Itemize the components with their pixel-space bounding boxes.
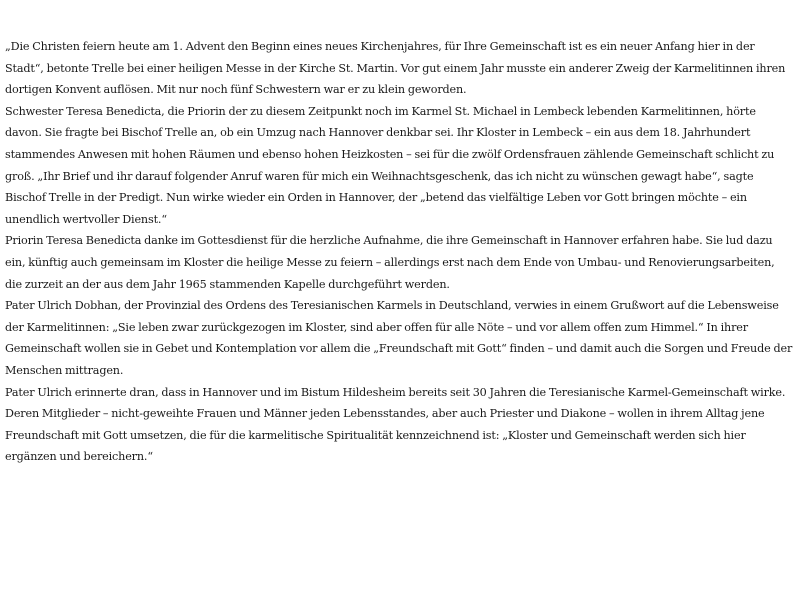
article-paragraph: Priorin Teresa Benedicta danke im Gottesdienst für die herzliche Aufnahme, die ihre Gemeinschaft in Hannover erfahren habe. Sie lud dazu ein, künftig auch gemeinsam im Kloster die heilige Messe zu feiern – allerdings erst nach dem Ende von Umbau- und Renovierungsarbeiten, die zurzeit an der aus dem Jahr 1965 stammenden Kapelle durchgeführt werden. (5, 234, 775, 291)
article-paragraph: Schwester Teresa Benedicta, die Priorin der zu diesem Zeitpunkt noch im Karmel St. Michael in Lembeck lebenden Karmelitinnen, hörte davon. Sie fragte bei Bischof Trelle an, ob ein Umzug nach Hannover denkbar sei. Ihr Kloster in Lembeck – ein aus dem 18. Jahrhundert stammendes Anwesen mit hohen Räumen und ebenso hohen Heizkosten – sei für die zwölf Ordensfrauen zählende Gemeinschaft schlicht zu groß. „Ihr Brief und ihr darauf folgender Anruf waren für mich ein Weihnachtsgeschenk, das ich nicht zu wünschen gewagt habe“, sagte Bischof Trelle in der Predigt. Nun wirke wieder ein Orden in Hannover, der „betend das vielfältige Leben vor Gott bringen möchte – ein unendlich wertvoller Dienst.“ (5, 104, 775, 226)
article-body (5, 36, 794, 468)
article-paragraph: Pater Ulrich erinnerte dran, dass in Hannover und im Bistum Hildesheim bereits seit 30 Jahren die Teresianische Karmel-Gemeinschaft wirke. Deren Mitglieder – nicht-geweihte Frauen und Männer jeden Lebensstandes, aber auch Priester und Diakone – wollen in ihrem Alltag jene Freundschaft mit Gott umsetzen, die für die karmelitische Spiritualität kennzeichnend ist: „Kloster und Gemeinschaft werden sich hier ergänzen und bereichern.“ (5, 385, 786, 464)
article-paragraph: „Die Christen feiern heute am 1. Advent den Beginn eines neues Kirchenjahres, für Ihre Gemeinschaft ist es ein neuer Anfang hier in der Stadt“, betonte Trelle bei einer heiligen Messe in der Kirche St. Martin. Vor gut einem Jahr musste ein anderer Zweig der Karmelitinnen ihren dortigen Konvent auflösen. Mit nur noch fünf Schwestern war er zu klein geworden. (5, 40, 786, 97)
article-paragraph: Pater Ulrich Dobhan, der Provinzial des Ordens des Teresianischen Karmels in Deutschland, verwies in einem Grußwort auf die Lebensweise der Karmelitinnen: „Sie leben zwar zurückgezogen im Kloster, sind aber offen für alle Nöte – und vor allem offen zum Himmel.“ In ihrer Gemeinschaft wollen sie in Gebet und Kontemplation vor allem die „Freundschaft mit Gott“ finden – und damit auch die Sorgen und Freude der Menschen mittragen. (5, 299, 793, 377)
